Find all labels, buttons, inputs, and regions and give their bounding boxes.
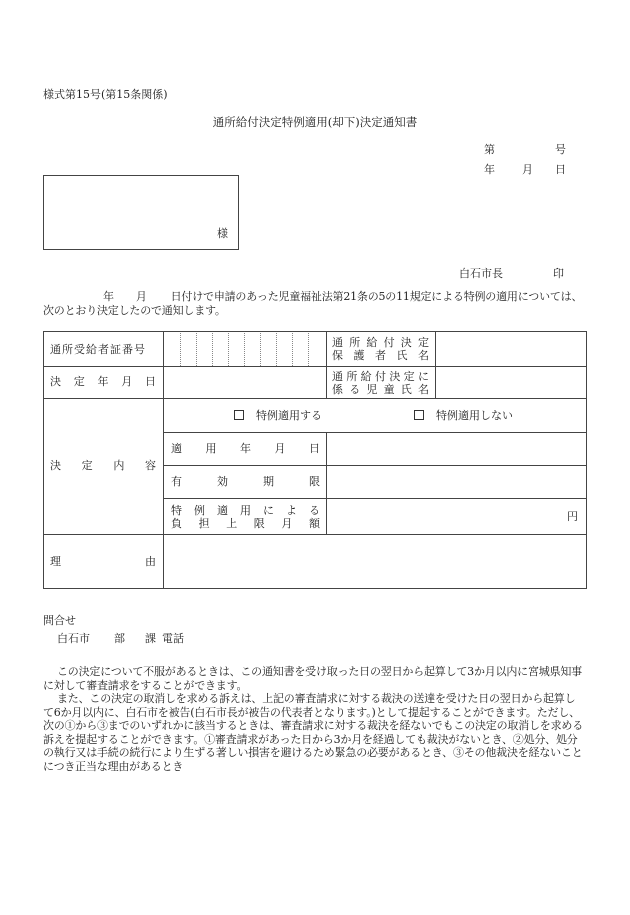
appeal-notice — [43, 665, 585, 773]
doc-date-month: 月 — [522, 163, 533, 176]
inquiry-section: 課 — [145, 632, 156, 645]
intro-text: 日付けで申請のあった児童福祉法第21条の5の11規定による特例の適用については、次のとおり決定したので通知します。 — [43, 290, 583, 317]
child-name-label — [332, 367, 429, 398]
reason-label: 理由 — [50, 555, 156, 568]
guardian-label-line1: 通所給付決定 — [332, 336, 429, 349]
intro-month: 月 — [135, 290, 147, 303]
apply-date-label: 適用年月日 — [171, 442, 320, 455]
yen-unit: 円 — [567, 510, 578, 523]
doc-number-suffix: 号 — [555, 143, 566, 156]
cert-number-label: 通所受給者証番号 — [50, 342, 146, 356]
guardian-label-line2: 保護者氏名 — [332, 349, 429, 362]
notice-paragraph-2: また、この決定の取消しを求める訴えは、上記の審査請求に対する裁決の送達を受けた日の翌日から起算して6か月以内に、白石市を被告(白石市長が被告の代表者となります。)として提起することができます。ただし、次の①から③までのいずれかに該当するときは、審査請求に対する裁決を経ないでもこの決定の取消しを求める訴えを提起することができます。①審査請求があった日から3か月を経過しても裁決がないとき、②処分、処分の執行又は手続の続行により生ずる著しい損害を避けるため緊急の必要があるとき、③その他裁決を経ないことにつき正当な理由があるとき — [43, 692, 583, 773]
doc-date-day: 日 — [555, 163, 566, 176]
doc-date-year: 年 — [484, 163, 495, 176]
option-apply-label: 特例適用する — [256, 408, 322, 422]
limit-label-line2: 負担上限月額 — [171, 516, 320, 530]
intro-paragraph — [43, 290, 583, 318]
limit-label-line1: 特例適用による — [171, 503, 320, 517]
doc-number-prefix: 第 — [484, 143, 495, 156]
inquiry-dept: 部 — [114, 632, 125, 645]
child-label-line1: 通所給付決定に — [332, 369, 429, 383]
issuer-seal: 印 — [553, 267, 564, 280]
addressee-suffix: 様 — [217, 227, 228, 240]
child-label-line2: 係る児童氏名 — [332, 382, 429, 396]
inquiry-line — [57, 630, 184, 646]
valid-period-label: 有効期限 — [171, 475, 320, 488]
intro-year: 年 — [103, 290, 114, 303]
inquiry-phone: 電話 — [162, 632, 184, 645]
option-apply[interactable] — [234, 398, 322, 432]
inquiry-city: 白石市 — [57, 632, 90, 645]
decision-date-label: 決定年月日 — [50, 375, 156, 388]
document-title: 通所給付決定特例適用(却下)決定通知書 — [212, 115, 418, 129]
form-label: 様式第15号(第15条関係) — [43, 88, 168, 101]
notice-paragraph-1: この決定について不服があるときは、この通知書を受け取った日の翌日から起算して3か月以内に宮城県知事に対して審査請求をすることができます。 — [43, 665, 582, 692]
option-reject[interactable] — [414, 398, 513, 432]
issuer-name: 白石市長 — [459, 267, 503, 280]
option-reject-label: 特例適用しない — [436, 408, 513, 422]
limit-label — [171, 499, 320, 534]
guardian-name-label — [332, 334, 429, 364]
addressee-box — [43, 175, 239, 250]
decision-content-label: 決定内容 — [50, 459, 156, 472]
decision-table — [43, 331, 587, 589]
apply-checkbox[interactable] — [234, 410, 244, 420]
reject-checkbox[interactable] — [414, 410, 424, 420]
inquiry-title: 問合せ — [43, 614, 76, 627]
